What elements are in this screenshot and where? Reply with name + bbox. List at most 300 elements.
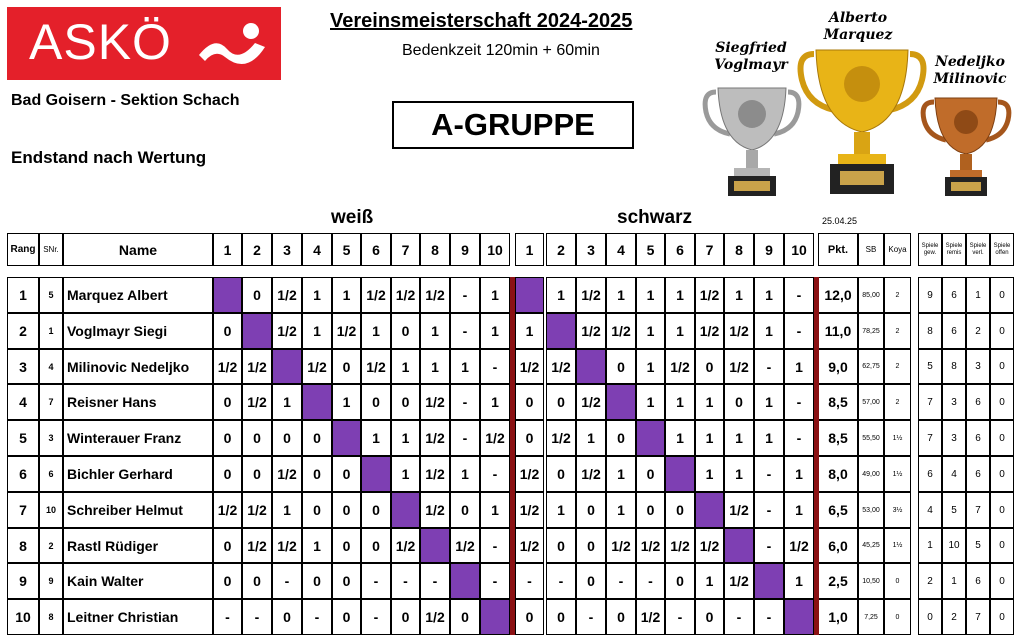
black-result-cell: 1/2 [724,313,754,349]
row-points: 6,0 [818,528,858,563]
row-koya: 3½ [884,492,911,528]
white-result-cell: 1/2 [480,420,510,456]
row-games-draw: 8 [942,349,966,384]
white-result-cell: - [480,456,510,492]
white-result-cell: - [450,384,480,420]
row-rank: 8 [7,528,39,563]
row-player-name: Kain Walter [63,563,213,599]
white-result-cell: 1 [361,420,391,456]
white-result-cell: 1/2 [332,313,361,349]
black-result-cell: 1 [784,563,814,599]
black-result-cell: 0 [546,599,576,635]
white-result-cell: 0 [450,492,480,528]
white-round-header: 8 [420,233,450,266]
white-result-cell: 1/2 [242,384,272,420]
white-result-cell: 0 [332,528,361,563]
white-result-cell: - [480,563,510,599]
white-result-cell: 1/2 [272,313,302,349]
row-sb: 85,00 [858,277,884,313]
black-result-cell: 1 [546,277,576,313]
white-round-header: 7 [391,233,420,266]
row-games-lost: 7 [966,599,990,635]
black-diagonal-cell [724,528,754,563]
white-result-cell: 0 [332,563,361,599]
white-result-cell: 1 [480,492,510,528]
row-koya: 2 [884,277,911,313]
black-result-cell: - [606,563,636,599]
white-result-cell: 1/2 [420,277,450,313]
black-diagonal-cell [576,349,606,384]
white-result-cell: - [361,599,391,635]
white-result-cell: 1 [450,349,480,384]
black-result-cell: 1/2 [606,528,636,563]
header-koya: Koya [884,233,911,266]
white-round-header: 6 [361,233,391,266]
group-label: A-GRUPPE [392,101,634,149]
white-result-cell: 0 [242,563,272,599]
row-games-open: 0 [990,277,1014,313]
white-result-cell: 1/2 [420,599,450,635]
white-result-cell: - [480,528,510,563]
black-result-cell: 1/2 [576,456,606,492]
row-games-won: 8 [918,313,942,349]
header-snr: SNr. [39,233,63,266]
row-games-lost: 2 [966,313,990,349]
white-result-cell: 1 [391,420,420,456]
row-koya: 2 [884,349,911,384]
white-result-cell: 1 [272,384,302,420]
black-round-header: 4 [606,233,636,266]
white-result-cell: - [450,420,480,456]
white-result-cell: 1 [332,277,361,313]
white-result-cell: 0 [332,456,361,492]
white-result-cell: - [450,313,480,349]
row-player-name: Schreiber Helmut [63,492,213,528]
row-start-number: 4 [39,349,63,384]
white-result-cell: 1/2 [361,349,391,384]
white-result-cell: - [213,599,242,635]
row-games-won: 0 [918,599,942,635]
white-result-cell: 0 [242,456,272,492]
black-result-cell: 1 [546,492,576,528]
row-games-open: 0 [990,528,1014,563]
black-result-cell: 1/2 [546,349,576,384]
row-games-lost: 3 [966,349,990,384]
row-games-lost: 6 [966,420,990,456]
row-start-number: 7 [39,384,63,420]
black-result-cell: 0 [695,599,724,635]
black-result-cell: 1 [784,492,814,528]
row-games-draw: 1 [942,563,966,599]
row-games-open: 0 [990,313,1014,349]
silver-trophy-icon [702,84,802,198]
row-start-number: 10 [39,492,63,528]
white-round-header: 1 [213,233,242,266]
row-games-open: 0 [990,492,1014,528]
black-result-cell: 1 [665,384,695,420]
row-games-draw: 10 [942,528,966,563]
black-result-cell: 1/2 [515,349,544,384]
row-start-number: 2 [39,528,63,563]
black-result-cell: 1 [695,563,724,599]
white-result-cell: 1 [302,313,332,349]
black-result-cell: 0 [576,528,606,563]
page-title: Vereinsmeisterschaft 2024-2025 [330,10,633,32]
white-round-header: 10 [480,233,510,266]
black-result-cell: 0 [546,384,576,420]
white-result-cell: 0 [332,599,361,635]
black-result-cell: - [754,599,784,635]
white-result-cell: 1 [391,456,420,492]
white-diagonal-cell [361,456,391,492]
black-result-cell: - [754,349,784,384]
black-round-header: 5 [636,233,665,266]
white-result-cell: 1/2 [242,528,272,563]
black-round-header: 8 [724,233,754,266]
black-diagonal-cell [636,420,665,456]
row-start-number: 1 [39,313,63,349]
row-player-name: Winterauer Franz [63,420,213,456]
black-result-cell: 1 [695,420,724,456]
black-result-cell: 1/2 [695,277,724,313]
white-result-cell: 1 [420,313,450,349]
black-result-cell: 1/2 [636,599,665,635]
row-rank: 9 [7,563,39,599]
black-result-cell: 0 [546,528,576,563]
black-result-cell: 1 [784,456,814,492]
white-result-cell: 1/2 [213,349,242,384]
row-player-name: Leitner Christian [63,599,213,635]
white-result-cell: 0 [302,492,332,528]
asko-logo [7,7,281,80]
white-result-cell: - [480,349,510,384]
black-round-header: 9 [754,233,784,266]
row-points: 6,5 [818,492,858,528]
row-sb: 78,25 [858,313,884,349]
row-sb: 49,00 [858,456,884,492]
row-games-won: 6 [918,456,942,492]
black-result-cell: 0 [576,563,606,599]
third-place-name: Nedeljko Milinovic [933,54,1007,87]
white-result-cell: 0 [242,420,272,456]
row-points: 8,5 [818,384,858,420]
row-player-name: Rastl Rüdiger [63,528,213,563]
white-result-cell: 0 [391,384,420,420]
row-rank: 1 [7,277,39,313]
black-result-cell: 1 [576,420,606,456]
black-result-cell: 1 [695,384,724,420]
row-games-draw: 4 [942,456,966,492]
white-result-cell: 0 [213,563,242,599]
white-result-cell: 1/2 [302,349,332,384]
row-koya: 2 [884,384,911,420]
row-rank: 4 [7,384,39,420]
black-result-cell: - [546,563,576,599]
white-result-cell: 0 [213,528,242,563]
row-start-number: 6 [39,456,63,492]
black-result-cell: 1 [636,349,665,384]
row-player-name: Reisner Hans [63,384,213,420]
white-black-separator [510,277,515,635]
row-games-won: 7 [918,420,942,456]
white-result-cell: 0 [272,599,302,635]
black-result-cell: 0 [606,599,636,635]
black-result-cell: 0 [576,492,606,528]
white-round-header: 4 [302,233,332,266]
row-points: 9,0 [818,349,858,384]
white-result-cell: 1/2 [361,277,391,313]
row-points: 11,0 [818,313,858,349]
row-sb: 7,25 [858,599,884,635]
black-result-cell: 1/2 [606,313,636,349]
row-games-won: 2 [918,563,942,599]
black-section-label: schwarz [617,207,692,228]
black-result-cell: 1 [665,313,695,349]
white-diagonal-cell [480,599,510,635]
white-result-cell: 1 [480,277,510,313]
white-diagonal-cell [302,384,332,420]
row-games-lost: 6 [966,456,990,492]
row-sb: 62,75 [858,349,884,384]
black-result-cell: 0 [636,492,665,528]
white-result-cell: 0 [361,384,391,420]
white-result-cell: 1 [361,313,391,349]
white-diagonal-cell [213,277,242,313]
black-result-cell: 1/2 [515,528,544,563]
black-diagonal-cell [754,563,784,599]
white-result-cell: 0 [391,313,420,349]
black-diagonal-cell [606,384,636,420]
black-result-cell: 1 [754,277,784,313]
white-result-cell: 0 [213,384,242,420]
black-result-cell: - [784,420,814,456]
row-games-won: 4 [918,492,942,528]
logo-swoosh-icon [195,21,271,67]
white-result-cell: 1/2 [272,456,302,492]
row-sb: 55,50 [858,420,884,456]
black-result-cell: - [754,528,784,563]
row-rank: 5 [7,420,39,456]
black-round-header: 7 [695,233,724,266]
row-koya: 1½ [884,456,911,492]
black-round-header: 2 [546,233,576,266]
white-result-cell: 1/2 [420,384,450,420]
black-result-cell: 1 [695,456,724,492]
black-result-cell: 0 [515,384,544,420]
black-result-cell: - [784,313,814,349]
white-result-cell: 0 [302,456,332,492]
black-result-cell: 0 [665,563,695,599]
row-player-name: Voglmayr Siegi [63,313,213,349]
white-result-cell: - [302,599,332,635]
black-result-cell: 1 [636,277,665,313]
row-games-won: 7 [918,384,942,420]
black-result-cell: - [636,563,665,599]
black-result-cell: 0 [724,384,754,420]
black-points-separator [814,277,819,635]
white-diagonal-cell [332,420,361,456]
row-games-draw: 2 [942,599,966,635]
row-sb: 57,00 [858,384,884,420]
black-result-cell: 1 [606,456,636,492]
black-result-cell: 1 [665,420,695,456]
black-result-cell: 1/2 [576,384,606,420]
black-result-cell: - [576,599,606,635]
bronze-trophy-icon [920,94,1012,198]
white-result-cell: 0 [213,456,242,492]
row-games-open: 0 [990,384,1014,420]
black-result-cell: 1/2 [695,528,724,563]
row-games-open: 0 [990,349,1014,384]
white-result-cell: 1/2 [242,349,272,384]
white-result-cell: - [391,563,420,599]
row-games-draw: 6 [942,313,966,349]
row-games-lost: 5 [966,528,990,563]
row-start-number: 3 [39,420,63,456]
first-place-name: Alberto Marquez [823,10,893,43]
black-result-cell: 0 [606,349,636,384]
white-result-cell: 0 [272,420,302,456]
row-koya: 2 [884,313,911,349]
second-place-name: Siegfried Voglmayr [714,40,788,73]
header-points: Pkt. [818,233,858,266]
row-player-name: Marquez Albert [63,277,213,313]
row-rank: 6 [7,456,39,492]
white-result-cell: - [242,599,272,635]
row-games-lost: 7 [966,492,990,528]
black-result-cell: 1/2 [576,277,606,313]
black-result-cell: 1/2 [665,528,695,563]
white-diagonal-cell [420,528,450,563]
black-result-cell: - [724,599,754,635]
gold-trophy-icon [796,44,928,196]
black-result-cell: 0 [546,456,576,492]
white-result-cell: 0 [391,599,420,635]
white-result-cell: 1 [480,384,510,420]
white-result-cell: 1/2 [272,528,302,563]
row-points: 12,0 [818,277,858,313]
black-result-cell: 1 [606,492,636,528]
black-round-header: 1 [515,233,544,266]
white-result-cell: - [450,277,480,313]
white-round-header: 2 [242,233,272,266]
row-start-number: 9 [39,563,63,599]
black-result-cell: 1 [784,349,814,384]
row-koya: 0 [884,563,911,599]
black-result-cell: - [754,456,784,492]
white-result-cell: 1 [450,456,480,492]
black-result-cell: 1/2 [665,349,695,384]
row-player-name: Bichler Gerhard [63,456,213,492]
white-result-cell: 1 [272,492,302,528]
header-games-draw: Spiele remis [942,233,966,266]
white-result-cell: 1/2 [272,277,302,313]
black-result-cell: 1/2 [724,492,754,528]
black-round-header: 10 [784,233,814,266]
black-result-cell: 1/2 [724,563,754,599]
row-rank: 3 [7,349,39,384]
standing-subtitle: Endstand nach Wertung [11,148,207,167]
white-result-cell: 1/2 [213,492,242,528]
row-rank: 2 [7,313,39,349]
club-name: Bad Goisern - Sektion Schach [11,92,240,109]
row-games-draw: 3 [942,420,966,456]
white-result-cell: 1/2 [420,456,450,492]
white-result-cell: - [272,563,302,599]
header-rank: Rang [7,233,39,266]
black-diagonal-cell [515,277,544,313]
black-result-cell: 0 [606,420,636,456]
black-result-cell: 1 [724,420,754,456]
white-result-cell: 1/2 [391,528,420,563]
row-games-open: 0 [990,420,1014,456]
white-result-cell: 0 [302,420,332,456]
row-koya: 0 [884,599,911,635]
black-result-cell: 1/2 [515,456,544,492]
white-result-cell: 0 [450,599,480,635]
white-result-cell: 0 [242,277,272,313]
black-round-header: 3 [576,233,606,266]
header-name: Name [63,233,213,266]
header-sb: SB [858,233,884,266]
row-games-won: 5 [918,349,942,384]
black-diagonal-cell [546,313,576,349]
row-games-lost: 6 [966,384,990,420]
black-diagonal-cell [784,599,814,635]
black-result-cell: 1/2 [695,313,724,349]
header-games-open: Spiele offen [990,233,1014,266]
row-points: 8,0 [818,456,858,492]
white-result-cell: 1/2 [420,420,450,456]
row-koya: 1½ [884,420,911,456]
black-result-cell: 0 [665,492,695,528]
white-diagonal-cell [450,563,480,599]
white-round-header: 9 [450,233,480,266]
white-round-header: 5 [332,233,361,266]
black-result-cell: 1/2 [636,528,665,563]
white-result-cell: - [420,563,450,599]
row-start-number: 5 [39,277,63,313]
row-games-draw: 6 [942,277,966,313]
black-result-cell: 1 [636,384,665,420]
black-result-cell: 1 [724,277,754,313]
white-result-cell: 0 [332,492,361,528]
row-rank: 7 [7,492,39,528]
black-result-cell: 0 [515,599,544,635]
white-result-cell: 0 [213,420,242,456]
white-diagonal-cell [242,313,272,349]
white-result-cell: 1 [480,313,510,349]
row-koya: 1½ [884,528,911,563]
row-games-draw: 3 [942,384,966,420]
white-result-cell: 0 [332,349,361,384]
black-result-cell: - [784,384,814,420]
black-result-cell: 1 [515,313,544,349]
row-sb: 53,00 [858,492,884,528]
black-result-cell: 1 [665,277,695,313]
white-result-cell: 0 [361,528,391,563]
row-rank: 10 [7,599,39,635]
row-player-name: Milinovic Nedeljko [63,349,213,384]
standing-date: 25.04.25 [822,216,858,226]
row-sb: 45,25 [858,528,884,563]
black-result-cell: 1/2 [576,313,606,349]
black-result-cell: 1/2 [784,528,814,563]
white-result-cell: 1/2 [450,528,480,563]
black-round-header: 6 [665,233,695,266]
row-sb: 10,50 [858,563,884,599]
row-start-number: 8 [39,599,63,635]
